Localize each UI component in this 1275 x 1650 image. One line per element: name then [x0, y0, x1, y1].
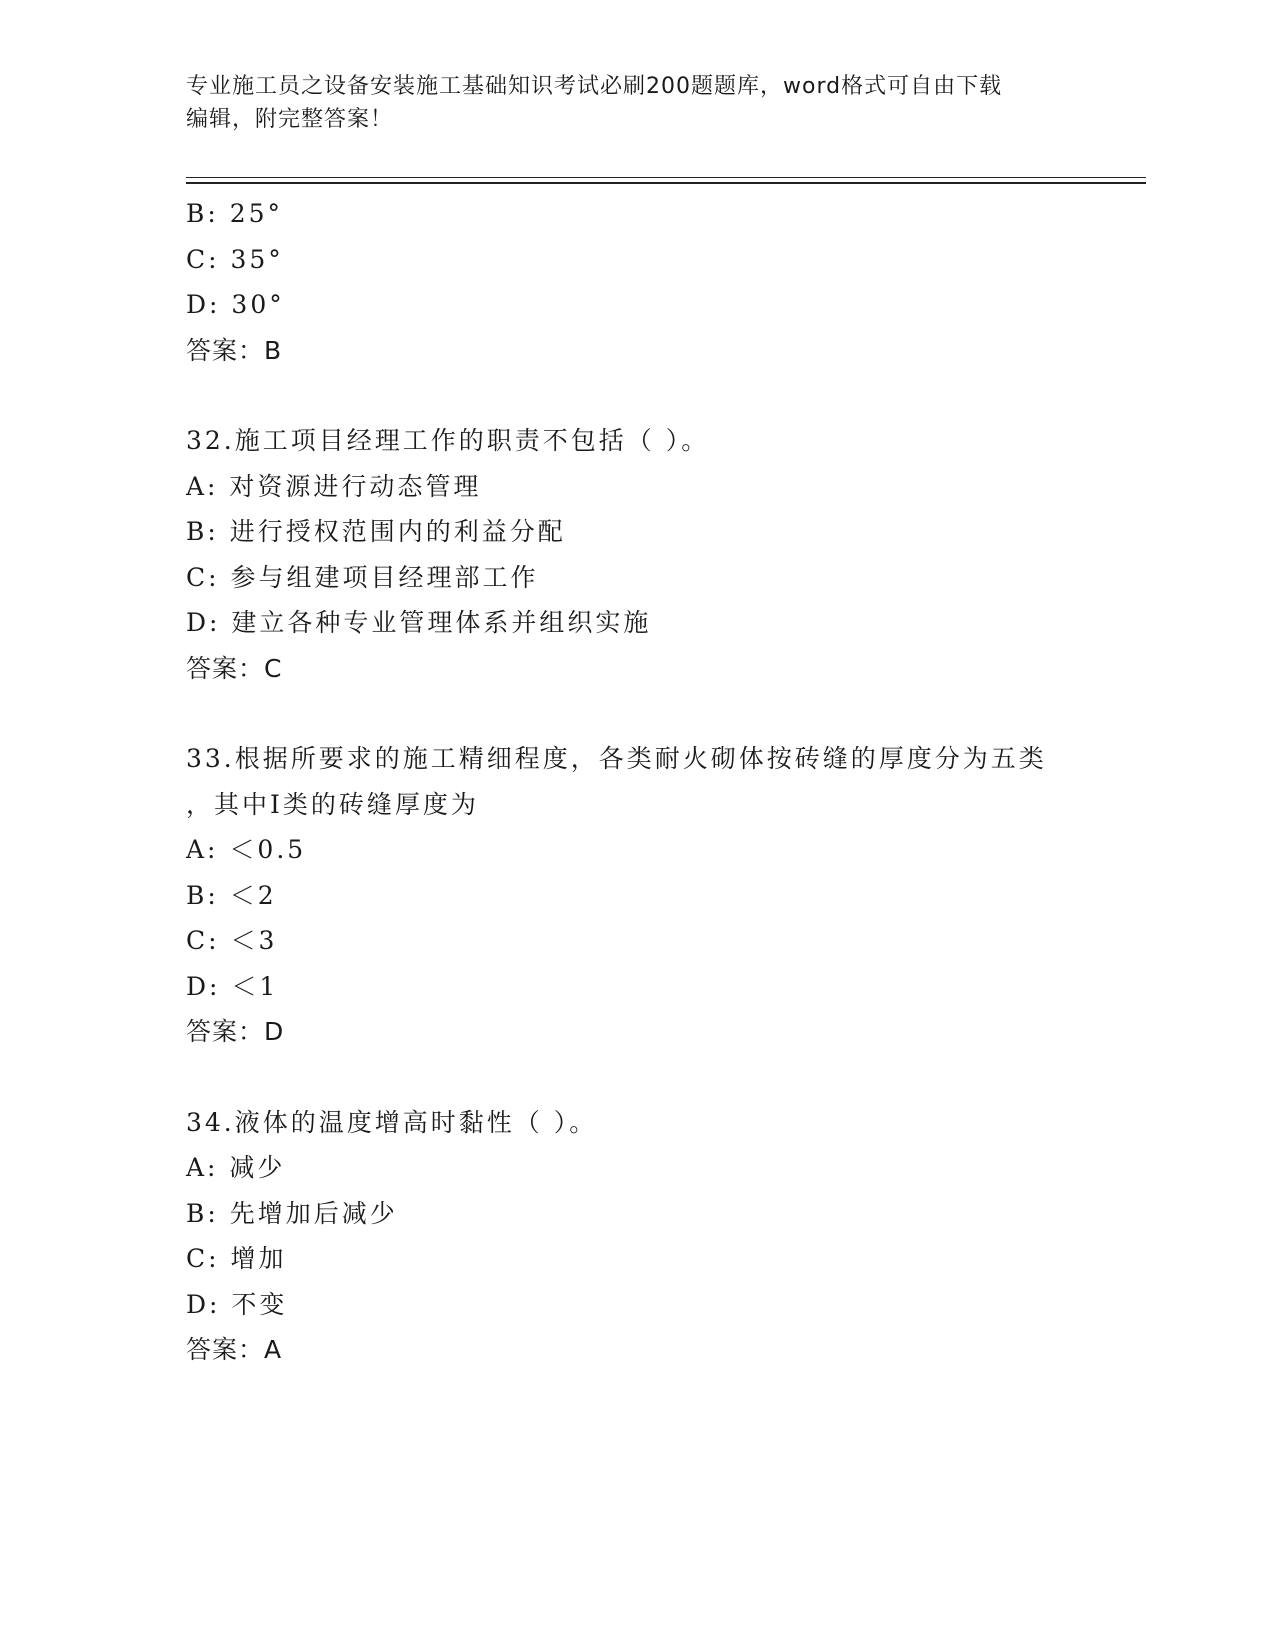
question-stem-continued: ，其中Ⅰ类的砖缝厚度为	[186, 789, 479, 819]
option-c: C: 增加	[186, 1244, 287, 1273]
option-a: A: 对资源进行动态管理	[186, 471, 482, 501]
question-block-31	[186, 191, 1086, 373]
option-c: C: 35°	[186, 244, 284, 274]
option-b: B: 25°	[186, 199, 284, 228]
question-list	[186, 191, 1086, 1373]
answer-line: 答案：D	[186, 1017, 285, 1046]
question-block-32	[186, 418, 1086, 691]
option-d: D: 不变	[186, 1289, 288, 1319]
option-d: D: 建立各种专业管理体系并组织实施	[186, 608, 652, 637]
question-stem: 32.施工项目经理工作的职责不包括（ ）。	[186, 426, 710, 455]
answer-line: 答案：C	[186, 653, 283, 683]
spacer	[186, 373, 1086, 418]
question-block-34	[186, 1100, 1086, 1373]
option-d: D: ＜1	[186, 971, 279, 1001]
question-block-33	[186, 736, 1086, 1055]
spacer	[186, 691, 1086, 736]
question-stem: 33.根据所要求的施工精细程度，各类耐火砌体按砖缝的厚度分为五类	[186, 744, 1047, 773]
option-a: A: 减少	[186, 1153, 286, 1182]
option-b: B: 先增加后减少	[186, 1198, 398, 1228]
answer-line: 答案：A	[186, 1335, 283, 1364]
option-b: B: ＜2	[186, 880, 277, 910]
option-a: A: ＜0.5	[186, 835, 307, 864]
header-title-line-2: 编辑，附完整答案！	[186, 107, 394, 132]
header-divider-thick	[186, 182, 1146, 184]
option-d: D: 30°	[186, 290, 285, 319]
spacer	[186, 1055, 1086, 1100]
question-stem: 34.液体的温度增高时黏性（ ）。	[186, 1107, 598, 1137]
answer-line: 答案：B	[186, 335, 283, 365]
option-b: B: 进行授权范围内的利益分配	[186, 517, 566, 546]
header-divider-thin	[186, 177, 1146, 178]
option-c: C: ＜3	[186, 926, 278, 955]
option-c: C: 参与组建项目经理部工作	[186, 562, 539, 592]
document-header	[186, 70, 1066, 136]
header-title-line-1: 专业施工员之设备安装施工基础知识考试必刷200题题库，word格式可自由下载	[186, 74, 1003, 99]
